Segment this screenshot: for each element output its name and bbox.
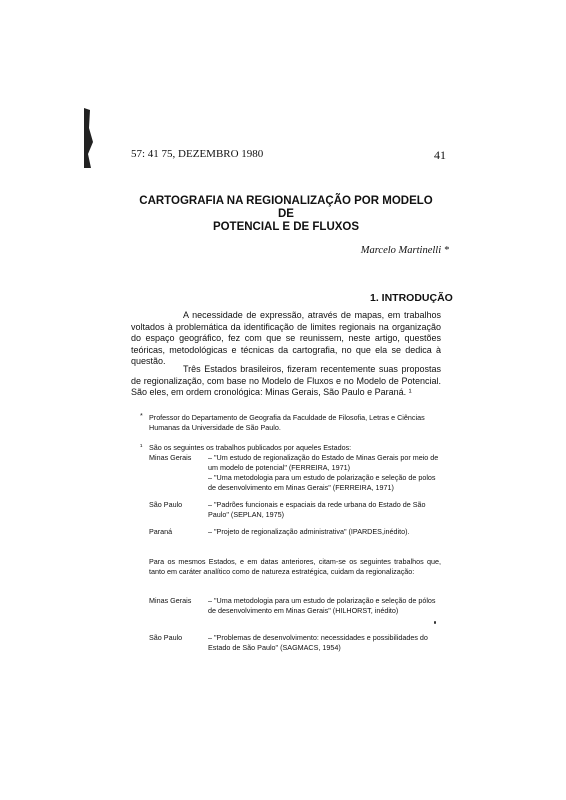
- reference-entry: – "Padrões funcionais e espaciais da rede urbana do Estado de São Paulo" (SEPLAN, 1975): [208, 500, 426, 519]
- state-name: São Paulo: [149, 500, 183, 509]
- reference-entry: – "Um estudo de regionalização do Estado de Minas Gerais por meio de um modelo de potencial" (FERREIRA, 1971): [208, 453, 439, 472]
- article-title: [130, 195, 442, 234]
- footnote-2-mark: ¹: [140, 442, 143, 451]
- page-number: 41: [434, 148, 446, 162]
- scan-edge-mark: [84, 108, 102, 168]
- state-name: Minas Gerais: [149, 596, 192, 605]
- reference-entry: – "Problemas de desenvolvimento: necessidades e possibilidades do Estado de São Paulo" (SAGMACS, 1954): [208, 633, 428, 652]
- reference-entry: – "Projeto de regionalização administrativa" (IPARDES,inédito).: [208, 527, 410, 536]
- title-line-2: POTENCIAL E DE FLUXOS: [212, 221, 360, 233]
- state-name: São Paulo: [149, 633, 183, 642]
- scan-speck: [434, 621, 436, 624]
- footnote-closing-text: Para os mesmos Estados, e em datas anteriores, citam-se os seguintes trabalhos que, tanto em caráter analítico como de natureza estratégica, cuidam da regionalização:: [149, 557, 441, 576]
- state-name: Paraná: [149, 527, 173, 536]
- footnote-1-mark: *: [140, 411, 143, 420]
- journal-header: 57: 41 75, DEZEMBRO 1980: [131, 148, 264, 160]
- title-line-1: CARTOGRAFIA NA REGIONALIZAÇÃO POR MODELO DE: [139, 195, 433, 220]
- footnote-1: Professor do Departamento de Geografia da Faculdade de Filosofia, Letras e Ciências Humanas da Universidade de São Paulo.: [149, 413, 425, 432]
- author: Marcelo Martinelli *: [360, 245, 449, 256]
- reference-entry: – "Uma metodologia para um estudo de polarização e seleção de pólos de desenvolvimento em Minas Gerais" (HILHORST, inédito): [208, 596, 436, 615]
- paragraph-1: A necessidade de expressão, através de mapas, em trabalhos voltados à problemática da identificação de limites regionais na organização do espaço geográfico, fez com que se reunissem, neste artigo, questões teóricas, metodológicas e técnicas da cartografia, no que ela se dedica à questão.: [131, 310, 441, 366]
- paragraph-2: Três Estados brasileiros, fizeram recentemente suas propostas de regionalização, com base no Modelo de Fluxos e no Modelo de Potencial. São eles, em ordem cronológica: Minas Gerais, São Paulo e Paraná. ¹: [131, 364, 441, 397]
- footnote-2-intro: São os seguintes os trabalhos publicados por aqueles Estados:: [149, 443, 352, 452]
- section-heading: 1. INTRODUÇÃO: [370, 292, 453, 304]
- reference-entry: – "Uma metodologia para um estudo de polarização e seleção de polos de desenvolvimento em Minas Gerais" (FERREIRA, 1971): [208, 473, 436, 492]
- state-name: Minas Gerais: [149, 453, 192, 462]
